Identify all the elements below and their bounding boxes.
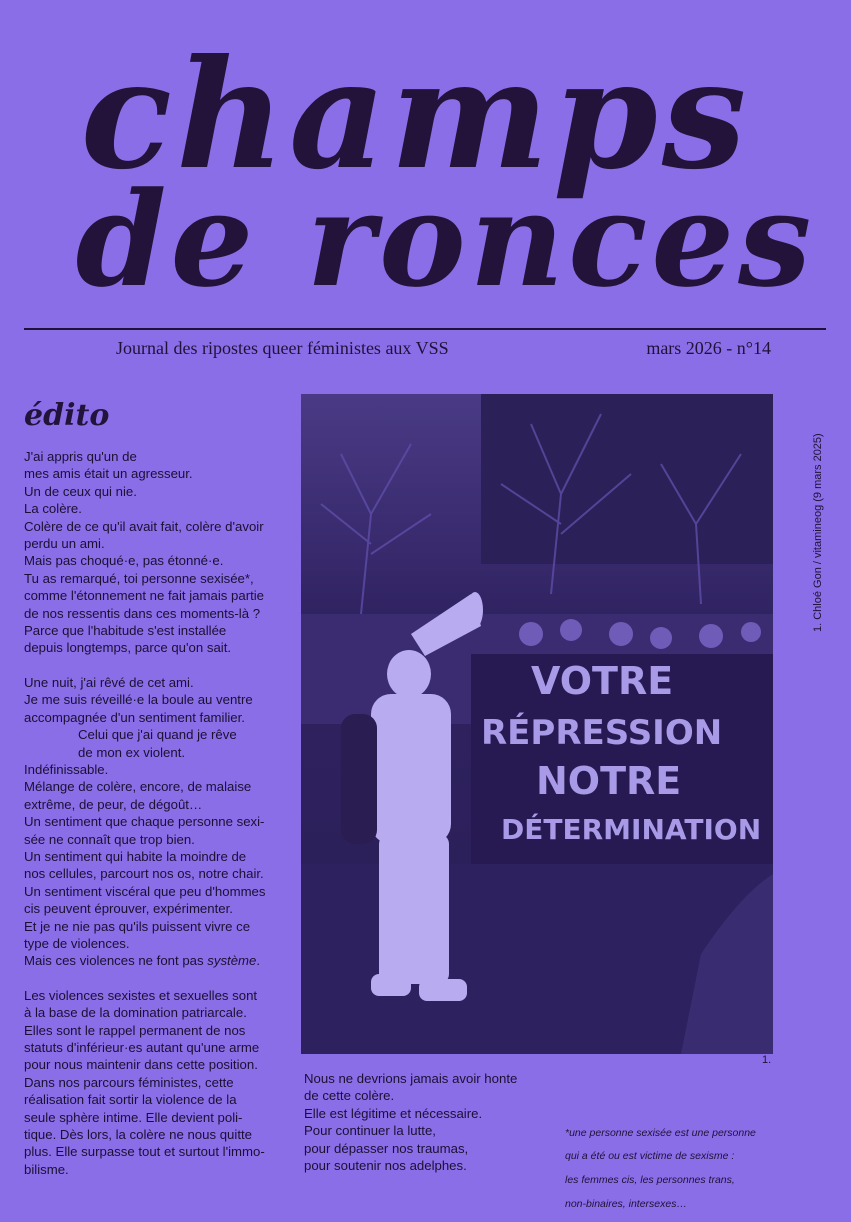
text-line: réalisation fait sortir la violence de la [24, 1092, 237, 1108]
text-line: mes amis était un agresseur. [24, 466, 193, 482]
text-line: pour soutenir nos adelphes. [304, 1158, 467, 1174]
text-line: Mélange de colère, encore, de malaise [24, 779, 252, 795]
text-line: Parce que l'habitude s'est installée [24, 623, 227, 639]
text-line: les femmes cis, les personnes trans, [565, 1174, 735, 1187]
text-line: de mon ex violent. [78, 744, 186, 760]
text-line: tique. Dès lors, la colère ne nous quitte [24, 1127, 252, 1143]
text-line: Un sentiment viscéral que peu d'hommes [24, 883, 266, 899]
text-line: Je me suis réveillé·e la boule au ventre [24, 692, 253, 708]
systeme-prefix: Mais ces violences ne font pas [24, 953, 208, 969]
systeme-emphasis: système [207, 953, 257, 969]
edito-paragraph-2b [24, 726, 282, 761]
photo-credit: 1. Chloé Gon / vitamineog (9 mars 2025) [812, 433, 824, 632]
masthead-line-1: champs [80, 27, 751, 203]
journal-subtitle: Journal des ripostes queer féministes aux VSS [116, 338, 449, 358]
edito-paragraph-2c [24, 761, 282, 952]
paragraph-gap [24, 657, 282, 674]
edito-paragraph-2a [24, 674, 282, 726]
text-line: Une nuit, j'ai rêvé de cet ami. [24, 674, 194, 690]
text-line: Colère de ce qu'il avait fait, colère d'avoir [24, 518, 264, 534]
text-line: perdu un ami. [24, 536, 105, 552]
text-line: à la base de la domination patriarcale. [24, 1005, 247, 1021]
edito-left-column [24, 448, 282, 1178]
edito-line-systeme [24, 952, 282, 969]
text-line: cis peuvent éprouver, expérimenter. [24, 901, 233, 917]
text-line: Tu as remarqué, toi personne sexisée*, [24, 570, 254, 586]
text-line: bilisme. [24, 1161, 69, 1177]
edito-paragraph-1 [24, 448, 282, 657]
text-line: *une personne sexisée est une personne [565, 1126, 756, 1139]
text-line: qui a été ou est victime de sexisme : [565, 1150, 735, 1163]
text-line: comme l'étonnement ne fait jamais partie [24, 588, 265, 604]
text-line: nos cellules, parcourt nos os, notre chair. [24, 866, 264, 882]
text-line: statuts d'inférieur·es autant qu'une arme [24, 1040, 260, 1055]
edito-title: édito [24, 398, 110, 433]
banner-line-3: NOTRE [536, 759, 682, 803]
text-line: non-binaires, intersexes… [565, 1198, 687, 1211]
photo-number: 1. [762, 1054, 772, 1066]
banner-line-2: RÉPRESSION [481, 713, 723, 753]
edito-right-column [304, 1070, 544, 1174]
text-line: J'ai appris qu'un de [24, 449, 137, 464]
text-line: Un de ceux qui nie. [24, 483, 137, 499]
text-line: extrême, de peur, de dégoût… [24, 796, 203, 812]
paragraph-gap [24, 970, 282, 987]
protest-photo [301, 394, 773, 1054]
text-line: seule sphère intime. Elle devient poli- [24, 1109, 243, 1125]
text-line: accompagnée d'un sentiment familier. [24, 709, 245, 725]
text-line: Celui que j'ai quand je rêve [78, 727, 237, 743]
text-line: Un sentiment que chaque personne sexi- [24, 814, 265, 830]
banner-line-4: DÉTERMINATION [501, 813, 762, 846]
systeme-suffix: . [256, 953, 261, 969]
banner-line-1: VOTRE [531, 659, 674, 703]
text-line: pour dépasser nos traumas, [304, 1140, 469, 1156]
text-line: Elles sont le rappel permanent de nos [24, 1022, 246, 1038]
issue-info: mars 2026 - n°14 [646, 338, 771, 358]
text-line: de nos ressentis dans ces moments-là ? [24, 605, 261, 621]
text-line: pour nous maintenir dans cette position. [24, 1057, 258, 1073]
text-line: Et je ne nie pas qu'ils puissent vivre ce [24, 918, 251, 934]
protest-photo-illustration [301, 394, 773, 1054]
text-line: plus. Elle surpasse tout et surtout l'immo- [24, 1144, 265, 1160]
text-line: Un sentiment qui habite la moindre de [24, 848, 247, 864]
footnote [565, 1116, 787, 1222]
text-line: Nous ne devrions jamais avoir honte [304, 1071, 518, 1086]
text-line: Les violences sexistes et sexuelles sont [24, 987, 258, 1003]
edito-paragraph-3 [24, 987, 282, 1178]
text-line: Dans nos parcours féministes, cette [24, 1074, 234, 1090]
header-rule [24, 328, 826, 330]
text-line: depuis longtemps, parce qu'on sait. [24, 640, 232, 656]
text-line: Elle est légitime et nécessaire. [304, 1105, 483, 1121]
text-line: sée ne connaît que trop bien. [24, 831, 195, 847]
masthead-line-2: de ronces [75, 163, 816, 316]
text-line: La colère. [24, 501, 82, 517]
text-line: Mais pas choqué·e, pas étonné·e. [24, 553, 224, 569]
text-line: Indéfinissable. [24, 761, 109, 777]
text-line: Pour continuer la lutte, [304, 1123, 436, 1139]
text-line: de cette colère. [304, 1088, 395, 1104]
text-line: type de violences. [24, 935, 130, 951]
